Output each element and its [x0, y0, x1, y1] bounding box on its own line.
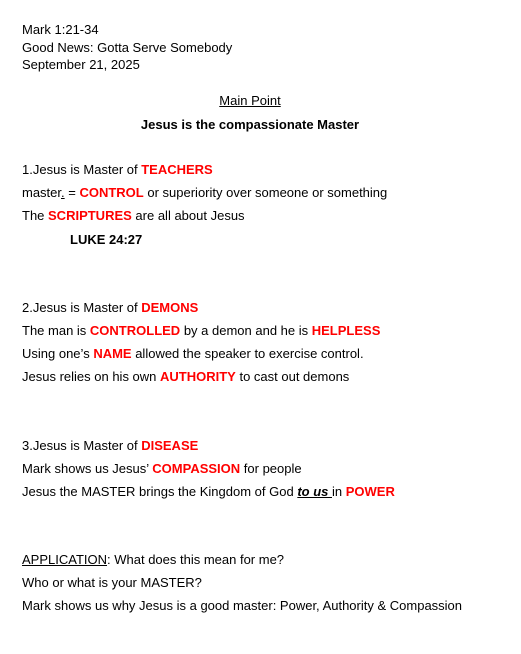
- power-line-start: Jesus the MASTER brings the Kingdom of God: [22, 484, 298, 499]
- controlled-line-start: The man is: [22, 323, 90, 338]
- main-point-statement: Jesus is the compassionate Master: [140, 117, 360, 132]
- authority-keyword: AUTHORITY: [160, 369, 236, 384]
- section-2-keyword: DEMONS: [141, 300, 199, 315]
- section-2-heading-text: 2.Jesus is Master of: [22, 300, 142, 315]
- sermon-date: September 21, 2025: [22, 57, 140, 72]
- section-3-keyword: DISEASE: [141, 438, 199, 453]
- scriptures-line-end: are all about Jesus: [131, 208, 245, 223]
- scriptures-keyword: SCRIPTURES: [48, 208, 132, 223]
- authority-line-start: Jesus relies on his own: [22, 369, 161, 384]
- definition-line: [22, 185, 387, 201]
- section-1-heading-text: 1.Jesus is Master of: [22, 162, 142, 177]
- compassion-line-start: Mark shows us Jesus’: [22, 461, 153, 476]
- verse-reference: LUKE 24:27: [70, 232, 143, 247]
- definition-keyword: CONTROL: [79, 185, 144, 200]
- power-line-in: in: [331, 484, 346, 499]
- compassion-keyword: COMPASSION: [152, 461, 241, 476]
- application-question: : What does this mean for me?: [107, 552, 285, 567]
- compassion-line: [22, 461, 302, 477]
- section-2-heading: [22, 300, 198, 316]
- compassion-line-end: for people: [240, 461, 302, 476]
- to-us-emphasis: to us: [297, 484, 332, 499]
- definition-rest: or superiority over someone or something: [143, 185, 388, 200]
- name-line-start: Using one’s: [22, 346, 94, 361]
- section-3-heading: [22, 438, 198, 454]
- helpless-keyword: HELPLESS: [311, 323, 381, 338]
- authority-line: [22, 369, 349, 385]
- name-line: [22, 346, 364, 362]
- controlled-line-middle: by a demon and he is: [180, 323, 312, 338]
- name-keyword: NAME: [93, 346, 132, 361]
- power-keyword: POWER: [345, 484, 395, 499]
- scripture-reference: Mark 1:21-34: [22, 22, 99, 37]
- main-point-label: Main Point: [219, 93, 281, 108]
- scriptures-line-start: The: [22, 208, 49, 223]
- name-line-end: allowed the speaker to exercise control.: [131, 346, 364, 361]
- authority-line-end: to cast out demons: [235, 369, 350, 384]
- section-1-heading: [22, 162, 213, 178]
- controlled-line: [22, 323, 380, 339]
- master-question: Who or what is your MASTER?: [22, 575, 202, 590]
- controlled-keyword: CONTROLLED: [89, 323, 181, 338]
- definition-term: master: [22, 185, 62, 200]
- good-master-line: Mark shows us why Jesus is a good master: Power, Authority & Compassion: [22, 598, 463, 613]
- definition-equals: =: [64, 185, 80, 200]
- definition-period: .: [61, 185, 65, 200]
- section-3-heading-text: 3.Jesus is Master of: [22, 438, 142, 453]
- sermon-series-title: Good News: Gotta Serve Somebody: [22, 40, 233, 55]
- section-1-keyword: TEACHERS: [141, 162, 213, 177]
- power-line: [22, 484, 395, 500]
- application-line: [22, 552, 284, 568]
- application-label: APPLICATION: [22, 552, 108, 567]
- scriptures-line: [22, 208, 245, 224]
